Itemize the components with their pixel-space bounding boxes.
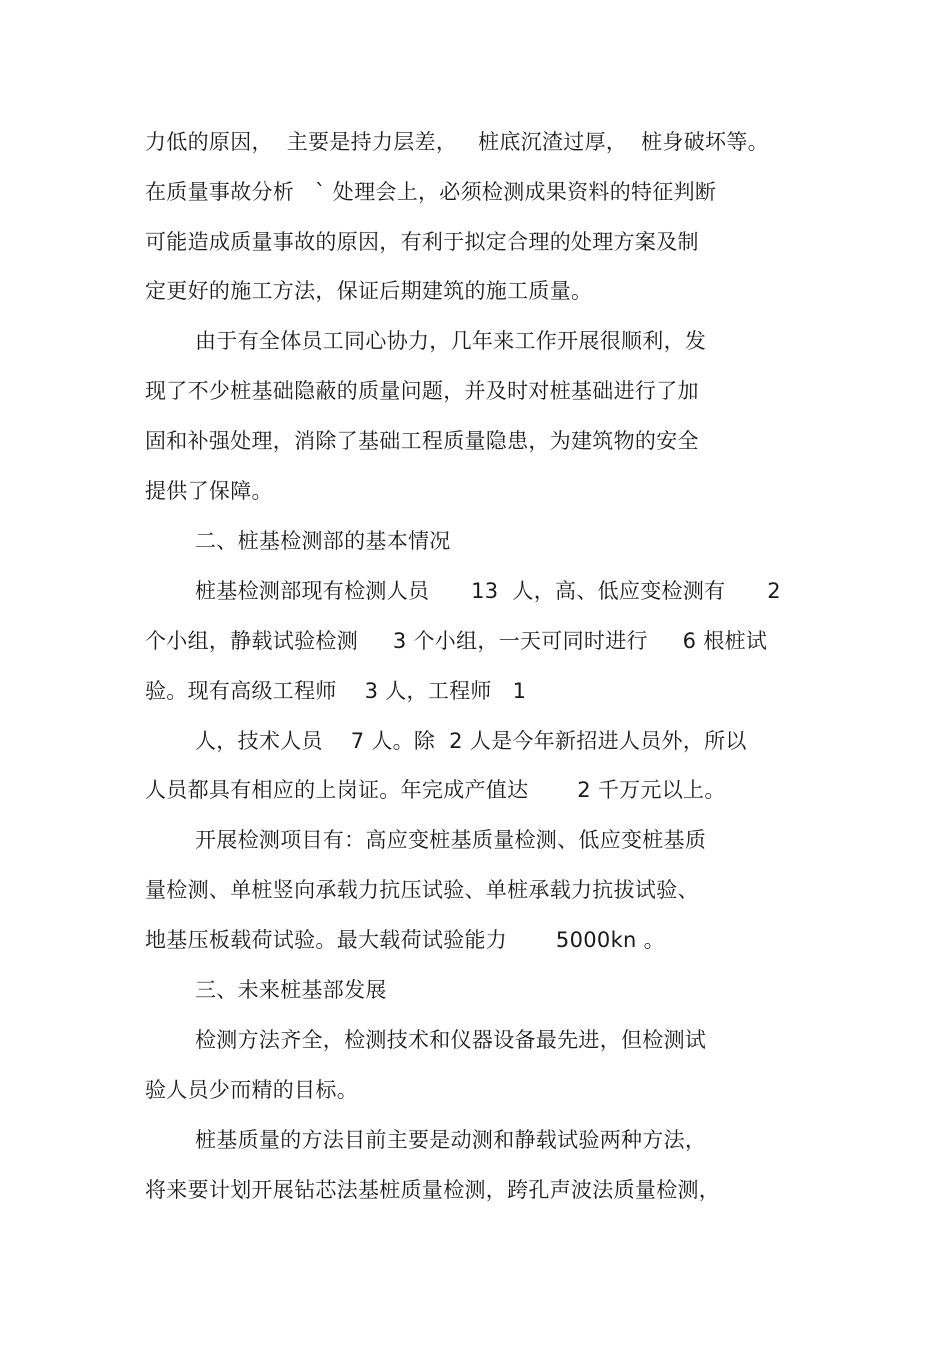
text-line: 人员都具有相应的上岗证。年完成产值达 2 千万元以上。	[145, 778, 726, 802]
text-line: 验人员少而精的目标。	[145, 1078, 358, 1102]
paragraph-start-line: 桩基检测部现有检测人员 13 人，高、低应变检测有 2	[195, 579, 781, 603]
paragraph-start-line: 由于有全体员工同心协力，几年来工作开展很顺利，发	[195, 329, 707, 353]
text-line: 验。现有高级工程师 3 人，工程师 1	[145, 679, 527, 703]
paragraph-start-line: 人，技术人员 7 人。除 2 人是今年新招进人员外，所以	[195, 729, 747, 753]
text-line: 量检测、单桩竖向承载力抗压试验、单桩承载力抗拔试验、	[145, 878, 699, 902]
paragraph-start-line: 开展检测项目有：高应变桩基质量检测、低应变桩基质	[195, 828, 707, 852]
text-line: 现了不少桩基础隐蔽的质量问题，并及时对桩基础进行了加	[145, 379, 699, 403]
paragraph-start-line: 桩基质量的方法目前主要是动测和静载试验两种方法，	[195, 1128, 707, 1152]
paragraph-start-line: 检测方法齐全，检测技术和仪器设备最先进，但检测试	[195, 1028, 707, 1052]
text-line: 将来要计划开展钻芯法基桩质量检测，跨孔声波法质量检测，	[145, 1178, 721, 1202]
section-heading: 二、桩基检测部的基本情况	[195, 529, 451, 553]
text-line: 力低的原因， 主要是持力层差， 桩底沉渣过厚， 桩身破坏等。	[145, 130, 769, 154]
text-line: 地基压板载荷试验。最大载荷试验能力 5000kn 。	[145, 928, 665, 952]
text-line: 在质量事故分析 ` 处理会上，必须检测成果资料的特征判断	[145, 180, 717, 204]
text-line: 个小组，静载试验检测 3 个小组，一天可同时进行 6 根桩试	[145, 629, 768, 653]
text-line: 提供了保障。	[145, 479, 273, 503]
text-line: 固和补强处理，消除了基础工程质量隐患，为建筑物的安全	[145, 429, 699, 453]
text-line: 定更好的施工方法，保证后期建筑的施工质量。	[145, 279, 593, 303]
section-heading: 三、未来桩基部发展	[195, 978, 387, 1002]
text-line: 可能造成质量事故的原因，有利于拟定合理的处理方案及制	[145, 230, 699, 254]
